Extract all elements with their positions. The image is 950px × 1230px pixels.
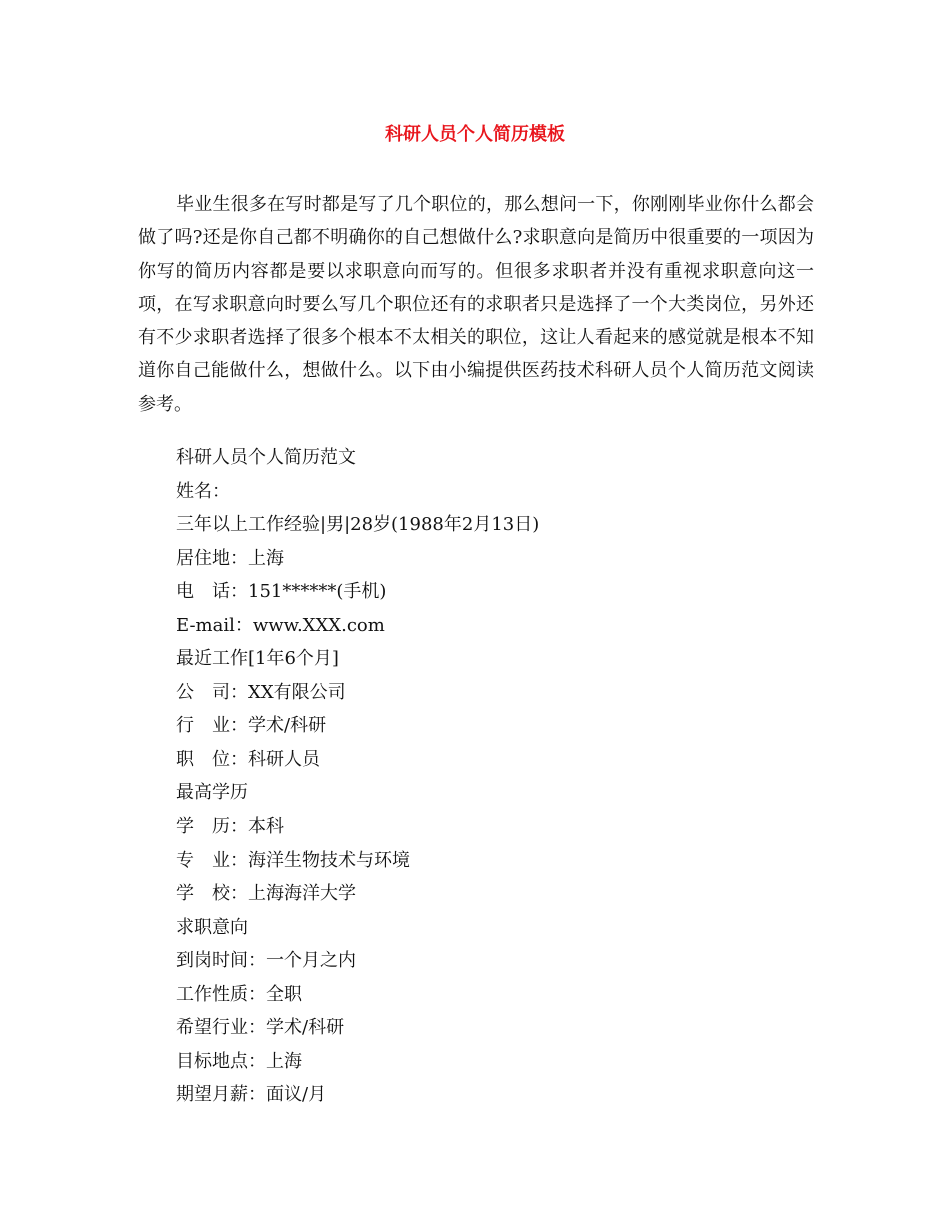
resume-line: 最高学历 <box>176 782 248 804</box>
resume-line: 目标地点：上海 <box>176 1050 302 1072</box>
resume-line: 科研人员个人简历范文 <box>176 447 356 468</box>
document-title: 科研人员个人简历模板 <box>385 124 565 145</box>
resume-line: 期望月薪：面议/月 <box>176 1084 327 1106</box>
resume-line: 学 历：本科 <box>176 816 284 838</box>
resume-line: 专 业：海洋生物技术与环境 <box>176 849 410 871</box>
resume-line: 学 校：上海海洋大学 <box>176 883 356 905</box>
resume-line: 职 位：科研人员 <box>176 748 320 770</box>
intro-paragraph: 毕业生很多在写时都是写了几个职位的，那么想问一下，你刚刚毕业你什么都会做了吗?还是你自己都不明确你的自己想做什么?求职意向是简历中很重要的一项因为你写的简历内容都是要以求职意向而写的。但很多求职者并没有重视求职意向这一项，在写求职意向时要么写几个职位还有的求职者只是选择了一个大类岗位，另外还有不少求职者选择了很多个根本不太相关的职位，这让人看起来的感觉就是根本不知道你自己能做什么，想做什么。以下由小编提供医药技术科研人员个人简历范文阅读参考。 <box>138 194 814 415</box>
resume-line: 最近工作[1年6个月] <box>176 648 339 670</box>
resume-lines <box>176 441 539 1112</box>
resume-line: 工作性质：全职 <box>176 983 302 1005</box>
resume-line: E-mail：www.XXX.com <box>176 614 385 636</box>
resume-line: 到岗时间：一个月之内 <box>176 950 356 972</box>
resume-line: 居住地：上海 <box>176 547 284 569</box>
resume-line: 行 业：学术/科研 <box>176 715 327 737</box>
resume-line: 姓名： <box>176 480 230 502</box>
resume-line: 求职意向 <box>176 916 248 938</box>
resume-line: 公 司：XX有限公司 <box>176 681 346 703</box>
resume-line: 三年以上工作经验|男|28岁(1988年2月13日) <box>176 514 540 536</box>
resume-line: 电 话：151******(手机) <box>176 581 387 603</box>
resume-line: 希望行业：学术/科研 <box>176 1017 345 1039</box>
